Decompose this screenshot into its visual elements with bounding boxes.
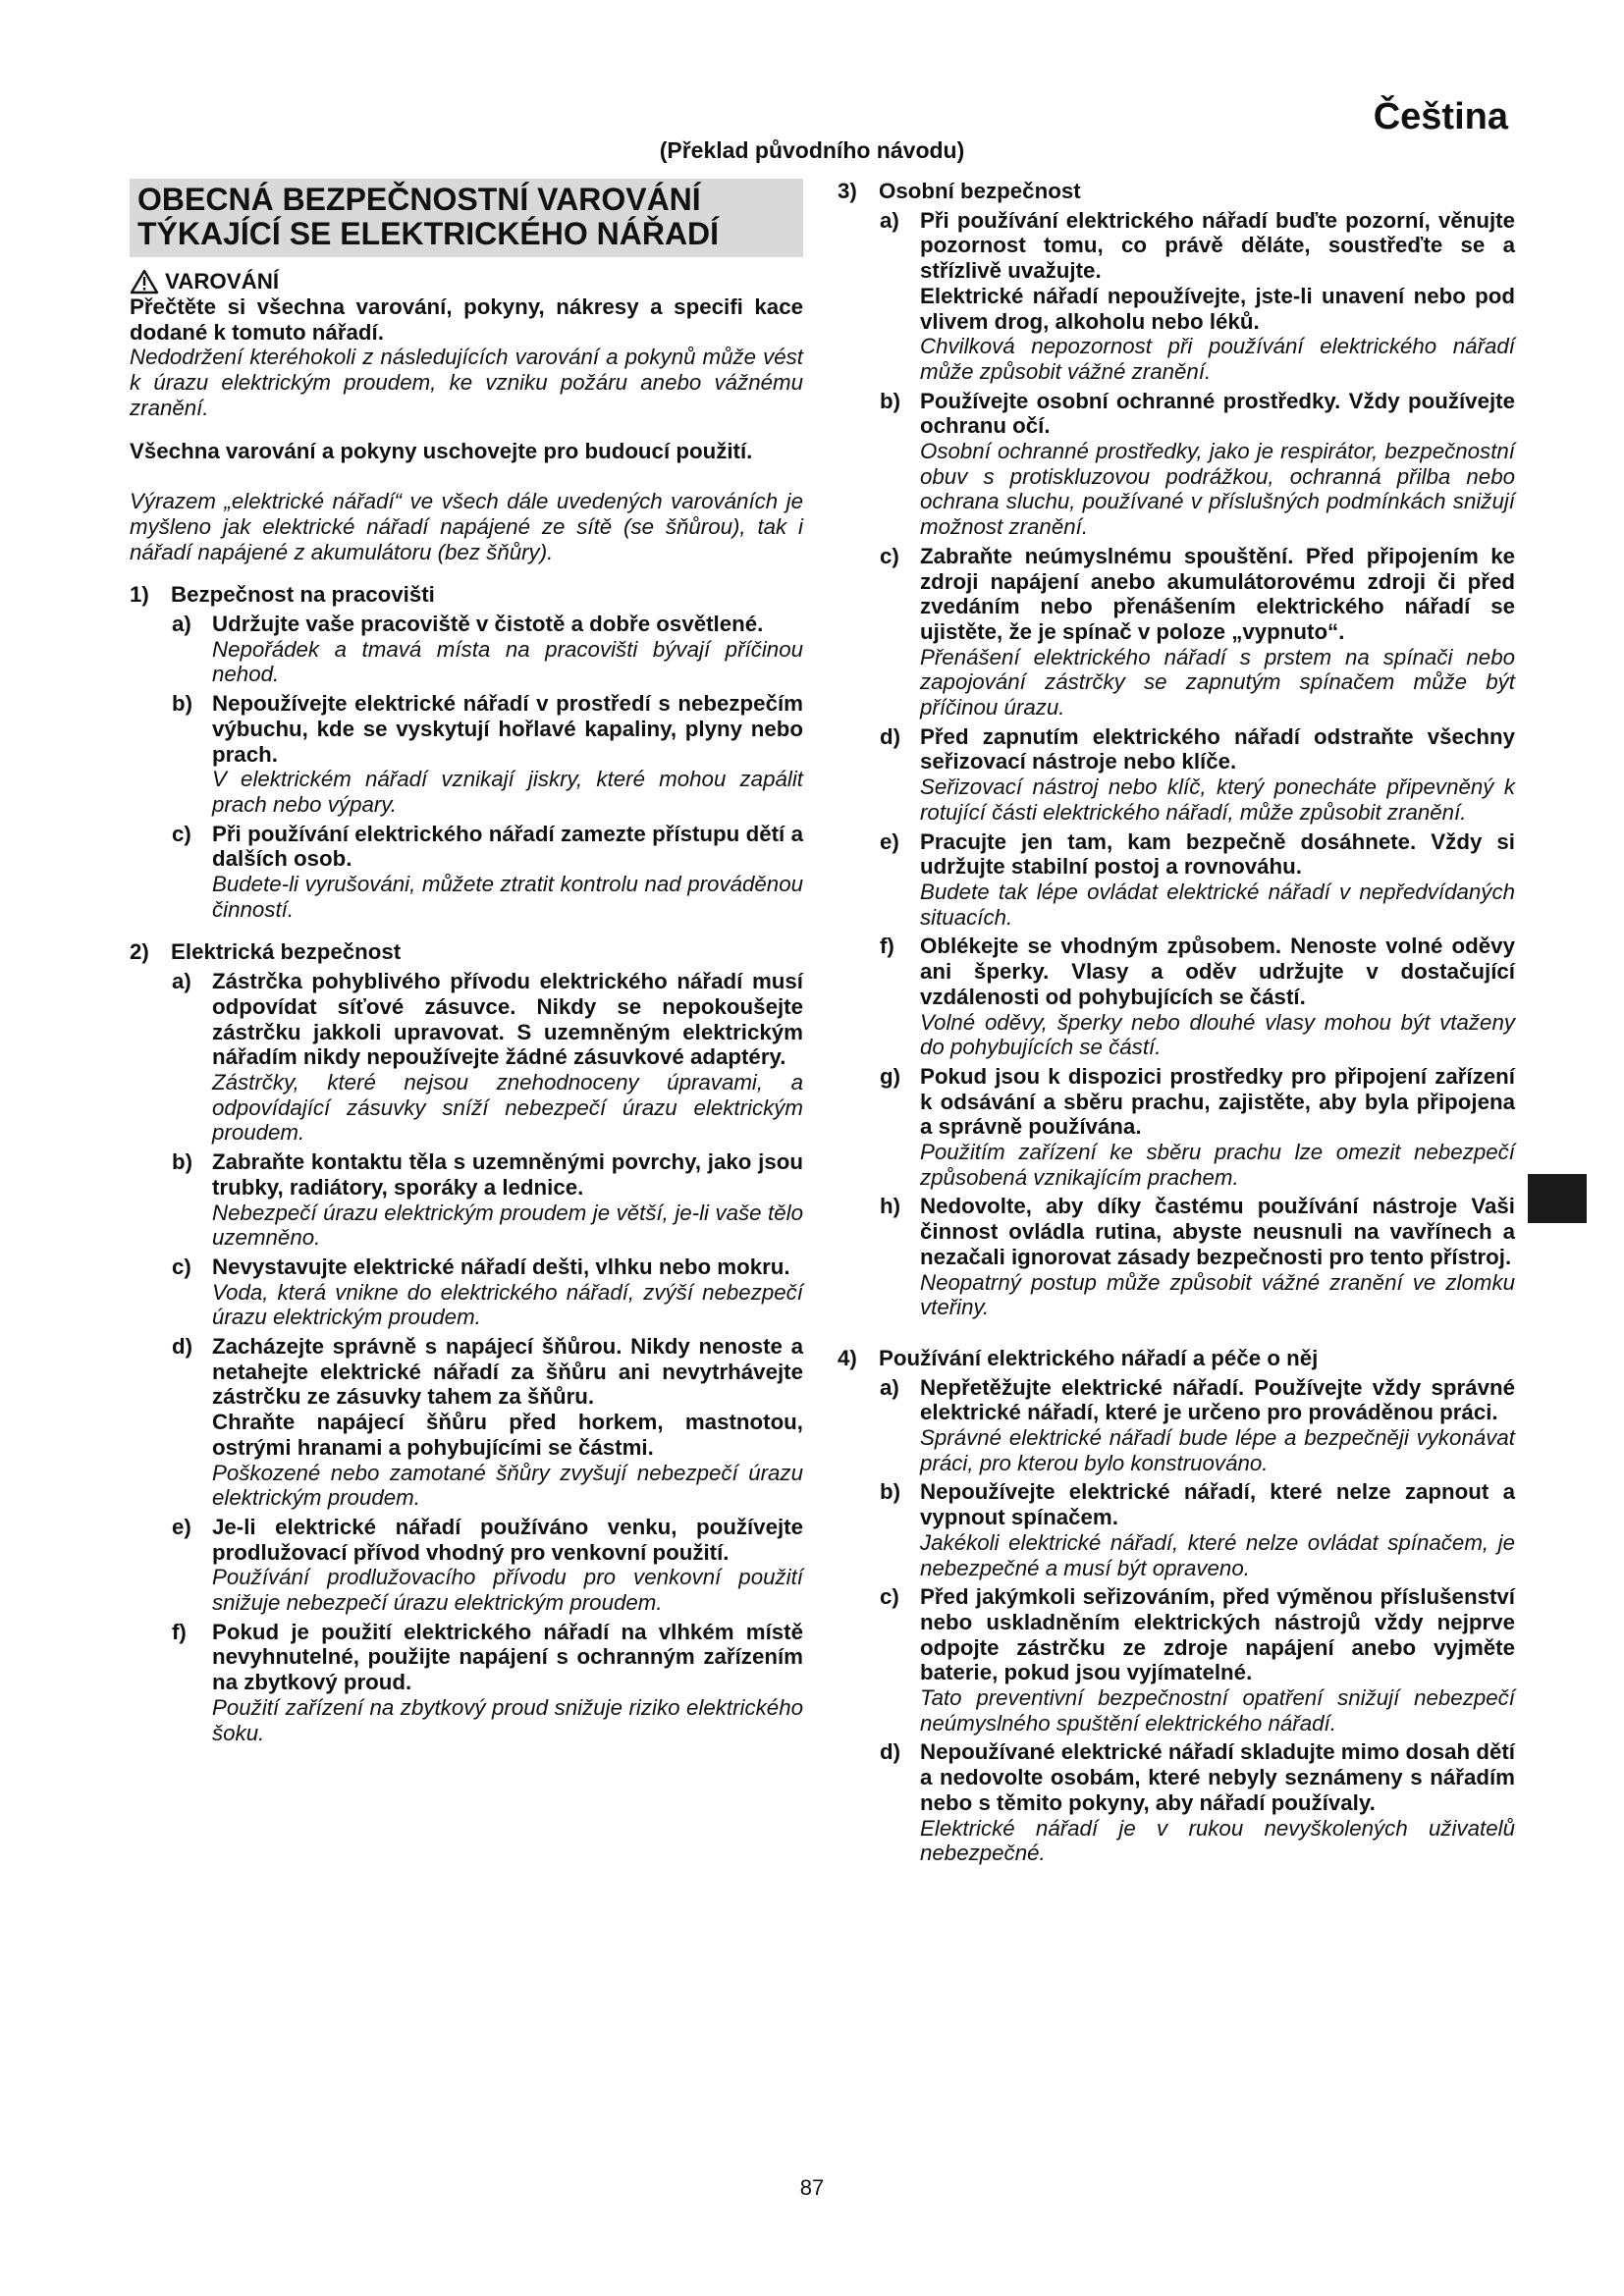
item-explanation: Poškozené nebo zamotané šňůry zvyšují nebezpečí úrazu elektrickým proudem. (212, 1460, 803, 1511)
item-letter: b) (172, 1149, 193, 1175)
item-letter: c) (880, 1584, 899, 1610)
section-personal-safety (838, 179, 1515, 1320)
item-instruction: Při používání elektrického nářadí buďte pozorní, věnujte pozornost tomu, co právě děláte, soustřeďte se a střízlivě uvažujte. (920, 207, 1515, 284)
item-instruction: Před jakýmkoli seřizováním, před výměnou příslušenství nebo uskladněním elektrických nástrojů vždy nejprve odpojte zástrčku ze zdroje napájení anebo vyjměte baterie, pokud jsou vyjímatelné. (920, 1584, 1515, 1685)
item-instruction: Před zapnutím elektrického nářadí odstraňte všechny seřizovací nástroje nebo klíče. (920, 723, 1515, 774)
right-column (838, 179, 1515, 1866)
item-letter: a) (880, 207, 899, 233)
warning-triangle-icon (130, 269, 159, 294)
list-item (172, 969, 803, 1146)
item-letter: g) (880, 1063, 901, 1089)
item-instruction: Nevystavujte elektrické nářadí dešti, vlhku nebo mokru. (212, 1254, 790, 1279)
item-instruction: Používejte osobní ochranné prostředky. Vždy používejte ochranu očí. (920, 388, 1515, 439)
section-tool-use-and-care (838, 1346, 1515, 1866)
item-letter: d) (880, 1739, 901, 1765)
item-instruction-2: Chraňte napájecí šňůru před horkem, mastnotou, ostrými hranami a pohybujícími se částmi. (212, 1410, 803, 1460)
list-item (880, 1375, 1515, 1476)
item-letter: f) (880, 934, 894, 959)
item-instruction: Pokud je použití elektrického nářadí na vlhkém místě nevyhnutelné, použijte napájení s ochranným zařízením na zbytkový proud. (212, 1619, 803, 1695)
item-instruction: Nepoužívejte elektrické nářadí v prostředí s nebezpečím výbuchu, kde se vyskytují hořlavé kapaliny, plyny nebo prach. (212, 691, 803, 767)
item-explanation: Jakékoli elektrické nářadí, které nelze ovládat spínačem, je nebezpečné a musí být opraveno. (920, 1529, 1515, 1580)
item-letter: c) (172, 1254, 191, 1279)
item-letter: d) (172, 1334, 193, 1360)
section-electrical-safety (130, 939, 803, 1745)
item-instruction: Udržujte vaše pracoviště v čistotě a dobře osvětlené. (212, 612, 764, 637)
item-instruction-2: Elektrické nářadí nepoužívejte, jste-li unavení nebo pod vlivem drog, alkoholu nebo léků. (920, 283, 1515, 334)
item-instruction: Nepoužívejte elektrické nářadí, které nelze zapnout a vypnout spínačem. (920, 1479, 1515, 1530)
item-instruction: Nedovolte, aby díky častému používání nástroje Vaši činnost ovládla rutina, abyste neusnuli na vavřínech a nezačali ignorovat zásady bezpečnosti pro tento přístroj. (920, 1194, 1515, 1269)
list-item (172, 1620, 803, 1746)
section-title: Používání elektrického nářadí a péče o něj (879, 1345, 1319, 1370)
item-explanation: Elektrické nářadí je v rukou nevyškolených uživatelů nebezpečné. (920, 1815, 1515, 1866)
list-item (172, 691, 803, 818)
item-instruction: Zabraňte kontaktu těla s uzemněnými povrchy, jako jsou trubky, radiátory, sporáky a lednice. (212, 1149, 803, 1200)
item-explanation: Přenášení elektrického nářadí s prstem na spínači nebo zapojování zástrčky se zapnutým spínačem může být příčinou úrazu. (920, 644, 1515, 721)
item-instruction: Pracujte jen tam, kam bezpečně dosáhnete. Vždy si udržujte stabilní postoj a rovnováhu. (920, 828, 1515, 880)
item-instruction: Oblékejte se vhodným způsobem. Nenoste volné oděvy ani šperky. Vlasy a oděv udržujte v dostačující vzdálenosti od pohybujících se částí. (920, 934, 1515, 1009)
item-explanation: Chvilková nepozornost při používání elektrického nářadí může způsobit vážné zranění. (920, 334, 1515, 384)
item-letter: f) (172, 1619, 187, 1644)
item-instruction: Pokud jsou k dispozici prostředky pro připojení zařízení k odsávání a sběru prachu, zajistěte, aby byla připojena a správně používána. (920, 1063, 1515, 1140)
item-letter: a) (172, 969, 191, 994)
section-title: Elektrická bezpečnost (171, 939, 402, 965)
list-item (172, 1149, 803, 1251)
item-explanation: Používání prodlužovacího přívodu pro venkovní použití snižuje nebezpečí úrazu elektrickým proudem. (212, 1565, 803, 1616)
item-explanation: V elektrickém nářadí vznikají jiskry, které mohou zapálit prach nebo výpary. (212, 767, 803, 817)
item-letter: c) (880, 543, 899, 568)
warning-label: VAROVÁNÍ (165, 269, 280, 294)
list-item (880, 1479, 1515, 1580)
list-item (172, 822, 803, 923)
item-explanation: Osobní ochranné prostředky, jako je respirátor, bezpečnostní obuv s protiskluzovou podrážkou, ochranná přilba nebo ochrana sluchu, používané v příslušných podmínkách snižují možnost zranění. (920, 439, 1515, 540)
item-explanation: Seřizovací nástroj nebo klíč, který ponecháte připevněný k rotující části elektrického nářadí, může způsobit zranění. (920, 774, 1515, 825)
item-instruction: Zástrčka pohyblivého přívodu elektrického nářadí musí odpovídat síťové zásuvce. Nikdy se nepokoušejte zástrčku jakkoli upravovat. S uzemněným elektrickým nářadím nikdy nepoužívejte žádné zásuvkové adaptéry. (212, 969, 803, 1070)
document-subtitle: (Překlad původního návodu) (659, 137, 965, 163)
item-explanation: Voda, která vnikne do elektrického nářadí, zvýší nebezpečí úrazu elektrickým proudem. (212, 1279, 803, 1330)
item-letter: b) (172, 691, 193, 717)
list-item (880, 1194, 1515, 1320)
keep-instructions: Všechna varování a pokyny uschovejte pro budoucí použití. (130, 438, 753, 463)
section-workplace-safety (130, 582, 803, 922)
item-explanation: Budete tak lépe ovládat elektrické nářadí v nepředvídaných situacích. (920, 879, 1515, 930)
item-explanation: Použitím zařízení ke sběru prachu lze omezit nebezpečí způsobená vznikajícím prachem. (920, 1140, 1515, 1190)
section-number: 1) (130, 582, 149, 608)
language-side-tab (1528, 1174, 1587, 1223)
item-explanation: Zástrčky, které nejsou znehodnoceny úpravami, a odpovídající zásuvky sníží nebezpečí úrazu elektrickým proudem. (212, 1069, 803, 1146)
warning-instruction: Přečtěte si všechna varování, pokyny, nákresy a specifi kace dodané k tomuto nářadí. (130, 294, 803, 345)
item-explanation: Budete-li vyrušováni, můžete ztratit kontrolu nad prováděnou činností. (212, 872, 803, 922)
item-explanation: Nebezpečí úrazu elektrickým proudem je větší, je-li vaše tělo uzemněno. (212, 1200, 803, 1251)
list-item (880, 724, 1515, 826)
item-explanation: Volné oděvy, šperky nebo dlouhé vlasy mohou být vtaženy do pohybujících se částí. (920, 1009, 1515, 1060)
warning-consequence: Nedodržení kteréhokoli z následujících varování a pokynů může vést k úrazu elektrickým proudem, ke vzniku požáru anebo vážnému zranění. (130, 345, 803, 420)
item-instruction: Nepřetěžujte elektrické nářadí. Používejte vždy správné elektrické nářadí, které je určeno pro prováděnou práci. (920, 1374, 1515, 1425)
list-item (880, 934, 1515, 1060)
item-instruction: Nepoužívané elektrické nářadí skladujte mimo dosah dětí a nedovolte osobám, které nebyly seznámeny s nářadím nebo s těmito pokyny, aby nářadí používaly. (920, 1739, 1515, 1815)
section-number: 4) (838, 1345, 857, 1370)
list-item (172, 1334, 803, 1511)
section-number: 3) (838, 179, 857, 203)
item-explanation: Tato preventivní bezpečnostní opatření snižují nebezpečí neúmyslného spuštění elektrického nářadí. (920, 1685, 1515, 1735)
item-letter: h) (880, 1194, 901, 1219)
item-explanation: Použití zařízení na zbytkový proud snižuje riziko elektrického šoku. (212, 1694, 803, 1745)
list-item (880, 829, 1515, 931)
item-instruction: Při používání elektrického nářadí zamezte přístupu dětí a dalších osob. (212, 821, 803, 872)
page-title: OBECNÁ BEZPEČNOSTNÍ VAROVÁNÍ TÝKAJÍCÍ SE ELEKTRICKÉHO NÁŘADÍ (130, 179, 803, 257)
item-explanation: Neopatrný postup může způsobit vážné zranění ve zlomku vteřiny. (920, 1269, 1515, 1320)
list-item (172, 1515, 803, 1616)
item-letter: e) (172, 1514, 191, 1539)
power-tool-definition: Výrazem „elektrické nářadí“ ve všech dále uvedených varováních je myšleno jak elektrické nářadí napájené ze sítě (se šňůrou), tak i nářadí napájené z akumulátoru (bez šňůry). (130, 489, 803, 564)
list-item (172, 612, 803, 687)
list-item (880, 1064, 1515, 1191)
section-title: Bezpečnost na pracovišti (171, 582, 435, 608)
language-label: Čeština (1373, 96, 1508, 137)
page-number: 87 (799, 2175, 825, 2200)
item-letter: a) (172, 612, 191, 637)
item-explanation: Správné elektrické nářadí bude lépe a bezpečněji vykonávat práci, pro kterou bylo konstruováno. (920, 1425, 1515, 1475)
list-item (880, 544, 1515, 721)
item-letter: d) (880, 723, 901, 749)
left-column (130, 179, 803, 1745)
warning-heading (130, 269, 803, 294)
list-item (880, 389, 1515, 540)
item-explanation: Nepořádek a tmavá místa na pracovišti bývají příčinou nehod. (212, 636, 803, 687)
item-instruction: Zabraňte neúmyslnému spouštění. Před připojením ke zdroji napájení anebo akumulátorovému zdroji či před zvedáním nebo přenášením elektrického nářadí se ujistěte, že je spínač v poloze „vypnuto“. (920, 543, 1515, 644)
list-item (880, 1584, 1515, 1735)
section-number: 2) (130, 939, 149, 965)
item-instruction: Zacházejte správně s napájecí šňůrou. Nikdy nenoste a netahejte elektrické nářadí za šňůru ani nevytrhávejte zástrčku ze zásuvky tahem za šňůru. (212, 1334, 803, 1410)
item-letter: a) (880, 1374, 899, 1400)
item-letter: e) (880, 828, 899, 854)
list-item (880, 208, 1515, 385)
item-letter: b) (880, 388, 901, 413)
item-instruction: Je-li elektrické nářadí používáno venku, používejte prodlužovací přívod vhodný pro venkovní použití. (212, 1514, 803, 1565)
item-letter: b) (880, 1479, 901, 1505)
list-item (172, 1255, 803, 1330)
item-letter: c) (172, 821, 191, 846)
list-item (880, 1739, 1515, 1866)
section-title: Osobní bezpečnost (879, 179, 1081, 203)
